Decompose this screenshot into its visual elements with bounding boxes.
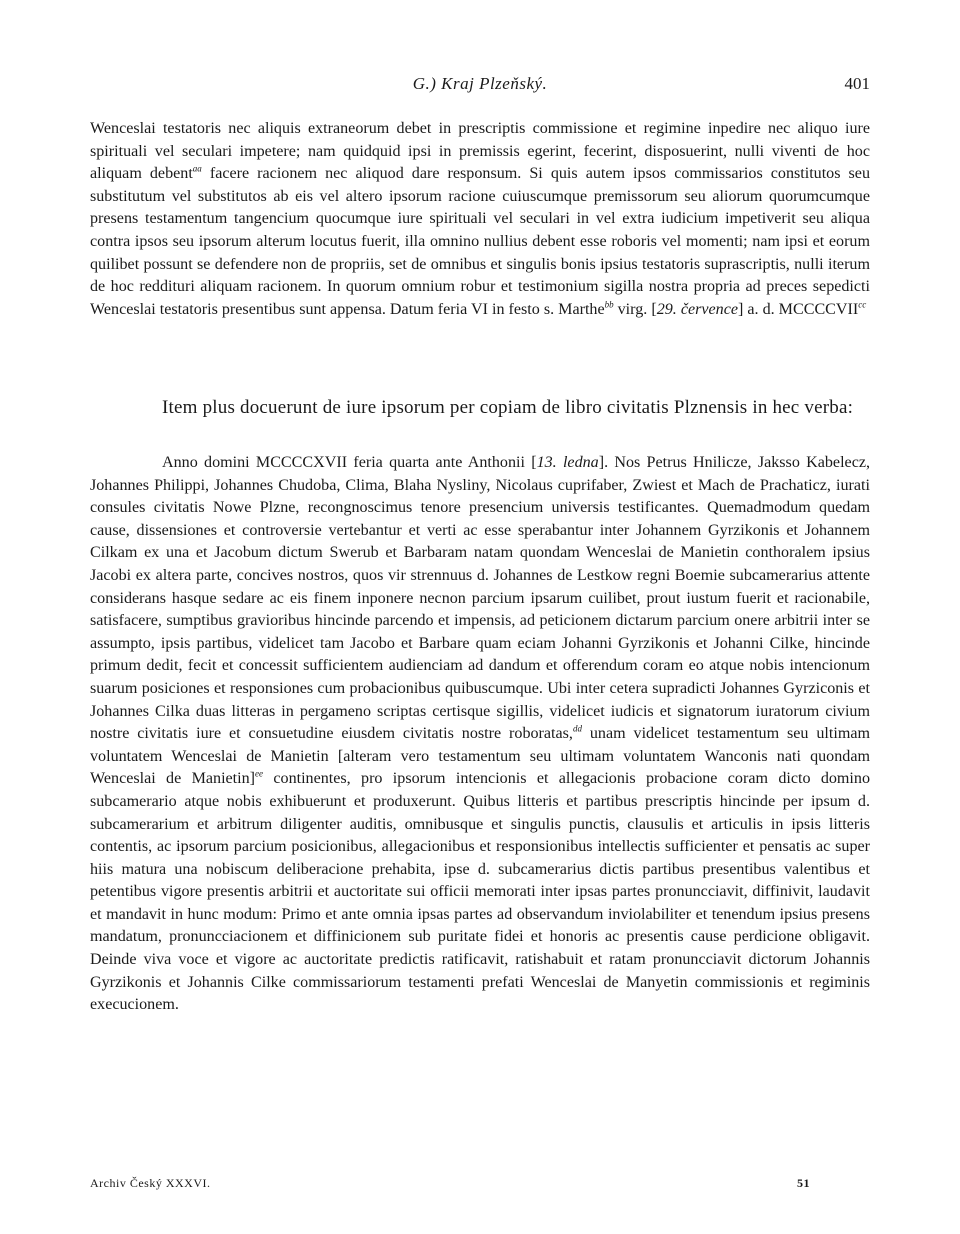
footer-signature: 51 (797, 1176, 810, 1190)
paragraph-2 (90, 395, 870, 421)
p3-part1: Anno domini MCCCCXVII feria quarta ante Anthonii [ (162, 454, 537, 471)
running-header (90, 74, 870, 98)
paragraph-3-text (90, 452, 870, 1017)
p3-part4: continentes, pro ipsorum intencionis et allegacionis probacione coram dicto domino subcamerario atque nobis exhibuerunt et produxerunt. Quibus litteris et partibus prescriptis hincinde per ipsum d. subcamerarium et arbitrum diligenter auditis, omnibusque et singulis punctis, clausulis et articulis in ipsis litteris contentis, ac ipsorum parcium posicionibus, allegacionibus et responsionibus intellectis sufficienter et pensatis ac super hiis matura una nobiscum deliberacione prehabita, ipse d. subcamerarius dictis partibus presentibus valentibus et petentibus vigore presentis arbitrii et auctoritate sui officii memorati inter ipsas partes pronuncciavit, diffinivit, laudavit et mandavit in hunc modum: Primo et ante omnia ipsas partes ad observandum inviolabiliter et tenendum ipsius presens mandatum, pronuncciacionem et diffinicionem sub puritate fidei et honoris ac presentis cause perdicione obligavit. Deinde viva voce et vigore ac auctoritate predictis ratificavit, ratishabuit et ratam pronuncciavit dictorum Johannis Gyrzikonis et Johannis Cilke commissariorum testamenti prefati Wenceslai de Manyetin commissionis et regiminis execucionem. (90, 770, 870, 1014)
p3-part2: ]. Nos Petrus Hnilicze, Jaksso Kabelecz, Johannes Philippi, Johannes Chudoba, Clima, Blaha Nysliny, Nicolaus cuprifaber, Zwiest et Mach de Prachaticz, iurati consules civitatis Nowe Plzne, recongnoscimus tenore presencium universis testificantes. Quemadmodum quedam cause, dissensiones et controversie vertebantur et verti ac esse sperabantur inter Johannem Gyrzikonis et Johannem Cilkam ex una et Jacobum dictum Swerub et Barbaram natam quondam Wenceslai de Manietin conthoralem ipsius Jacobi ex altera parte, concives nostros, quos vir strennuus d. Johannes de Lestkow regni Boemie subcamerarius attente considerans hasque sedare ac eis finem inponere necnon parcium ipsarum cuilibet, prout iustum fuerit et racionabile, satisfacere, sumptibus gravioribus hincinde parcendo et impensis, ad peticionem dictarum parcium onere arbitrii inter se assumpto, ipsis partibus, videlicet tam Jacobo et Barbare quam eciam Johanni Gyrzikonis et Johanni Cilke, hincinde primum dedit, fecit et concessit sufficientem audienciam ad dandum et offerendum coram eo atque nobis intencionum suarum posiciones et responsiones cum probacionibus quibuscumque. Ubi inter cetera supradicti Johannes Gyrziconis et Johannes Cilka duas litteras in pergameno scriptas certisque sigillis, videlicet iudicis et signatorum iuratorum civium nostre civitatis iure et consuetudine eiusdem civitatis nostre roboratas, (90, 454, 870, 743)
paragraph-2-text: Item plus docuerunt de iure ipsorum per copiam de libro civitatis Plznensis in hec verba: (162, 397, 854, 418)
footnote-mark-ee: ee (255, 768, 264, 779)
footnote-mark-bb: bb (604, 299, 614, 310)
footnote-mark-aa: aa (192, 163, 202, 174)
p1-part3: virg. [ (613, 300, 657, 318)
page-footer (90, 1176, 870, 1196)
paragraph-1 (90, 118, 870, 321)
p1-part2: facere racionem nec aliquod dare responsum. Si quis autem ipsos commissarios constitutos seu substitutum vel substitutos ab eis vel altero ipsorum racione cuiuscumque premissorum seu aliorum quorumcumque presens testamentum tangencium quocumque iure spirituali vel seculari in vel extra iudicium impetiverit seu aliqua contra ipsos seu ipsorum alterum locutus fuerit, illa omnino nullius debent esse roboris vel momenti; nam ipsi et eorum quilibet possunt se defendere non de propriis, set de omnibus et singulis bonis ipsius testatoris suprascriptis, nulli iterum de hoc reddituri aliquam racionem. In quorum omnium robur et testimonium sigilla nostra propria ad preces sepedicti Wenceslai testatoris presentibus sunt appensa. Datum feria VI in festo s. Marthe (90, 165, 870, 318)
footnote-mark-cc: cc (858, 299, 867, 310)
p1-part1: Wenceslai testatoris nec aliquis extraneorum debet in prescriptis commissione et regimine inpedire nec aliquo iure spirituali vel seculari impetere; nam quidquid ipsi in premissis egerint, fecerint, disposuerint, nulli viventi de hoc aliquam debent (90, 120, 870, 183)
footnote-mark-dd: dd (572, 723, 582, 734)
paragraph-3 (90, 452, 870, 1017)
p3-part3: unam videlicet testamentum seu ultimam voluntatem Wenceslai de Manietin [alteram vero testamentum seu ultimam voluntatem Wanconis nati quondam Wenceslai de Manietin] (90, 725, 870, 788)
paragraph-1-text (90, 118, 870, 321)
footer-volume: Archiv Český XXXVI. (90, 1176, 211, 1190)
p3-date: 13. ledna (536, 454, 599, 471)
page-number: 401 (844, 74, 870, 93)
p1-part4: ] a. d. MCCCCVII (738, 300, 859, 318)
p1-date: 29. července (656, 300, 738, 318)
running-title: G.) Kraj Plzeňský. (412, 74, 548, 93)
